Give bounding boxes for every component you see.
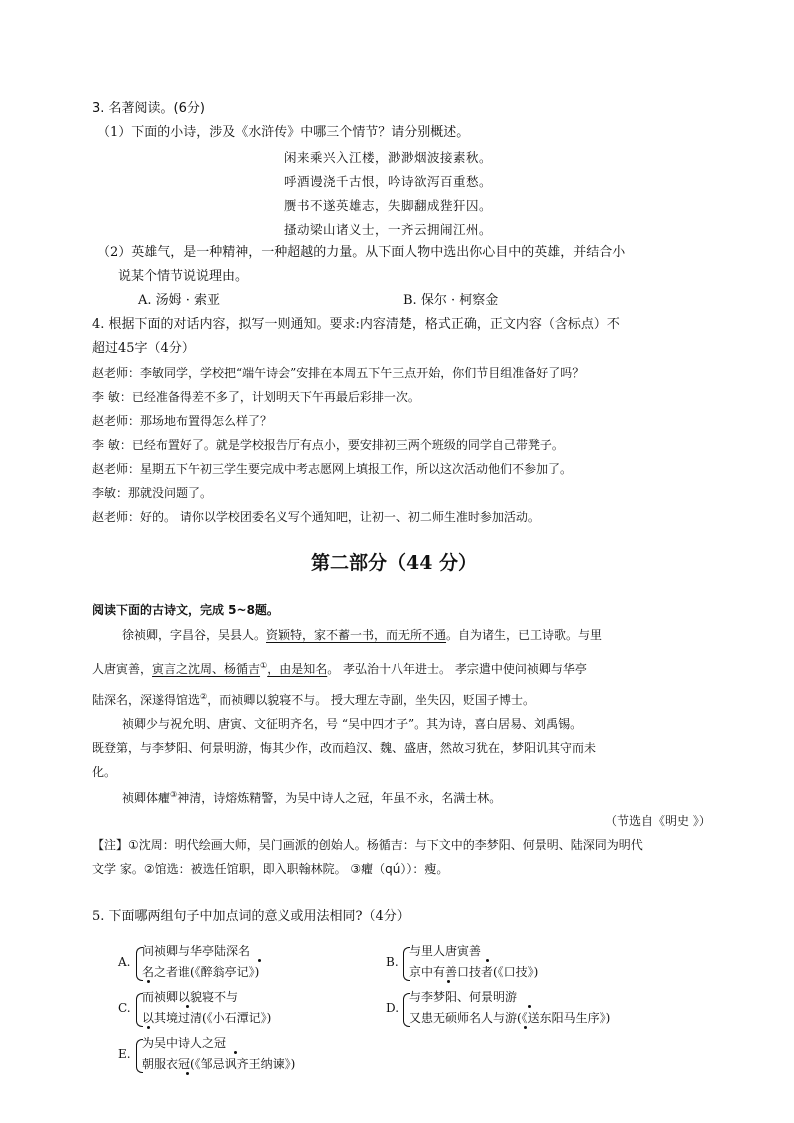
- q5-option-e-s2: 朝服衣冠(《邹忌讽齐王纳谏》): [142, 1057, 296, 1071]
- q4-line2: 超过45字（4分）: [92, 341, 195, 356]
- emphasis-dot: [186, 1072, 189, 1075]
- dialogue-line: 赵老师：星期五下午初三学生要完成中考志愿网上填报工作，所以这次活动他们不参加了。: [92, 462, 573, 476]
- q5-option-a-s2: 名之者谁(《醉翁亭记》): [142, 965, 260, 979]
- footnote-mark: ①: [260, 661, 268, 670]
- q5-option-b-label: B.: [386, 955, 399, 969]
- emphasis-dot: [447, 980, 450, 983]
- passage-source: （节选自《明史 》）: [605, 814, 711, 828]
- q5-option-c-s2: 以其境过清(《小石潭记》): [142, 1011, 272, 1025]
- emphasis-dot: [147, 980, 150, 983]
- emphasis-dot: [186, 1005, 189, 1008]
- q3-sub2-line1: （2）英雄气，是一种精神，一种超越的力量。从下面人物中选出你心目中的英雄，并结合小: [97, 245, 626, 260]
- dialogue-line: 赵老师：李敏同学，学校把“端午诗会”安排在本周五下午三点开始，你们节目组准备好了吗？: [92, 366, 585, 380]
- q5-option-e-s1: 为吴中诗人之冠: [142, 1036, 227, 1050]
- q5-option-a-s1: 问祯卿与华亭陆深名: [142, 944, 251, 958]
- poem-line: 搔动梁山诸义士，一齐云拥闹江州。: [284, 222, 493, 237]
- q3-option-b: B. 保尔 · 柯察金: [403, 293, 499, 308]
- passage-text: 祯卿体癯: [122, 791, 171, 805]
- q3-heading: 3. 名著阅读。(6分): [92, 101, 205, 116]
- q5-option-d-s2: 又患无硕师名人与游(《送东阳马生序》): [409, 1011, 611, 1025]
- emphasis-dot: [234, 1051, 237, 1054]
- underlined-sentence: 寅言之沈周、杨循吉: [152, 662, 261, 676]
- q5-option-a-label: A.: [118, 955, 131, 969]
- q4-line1: 4. 根据下面的对话内容，拟写一则通知。要求:内容清楚，格式正确，正文内容（含标点）不: [92, 317, 620, 332]
- dialogue-line: 李 敏：已经准备得差不多了，计划明天下午再最后彩排一次。: [92, 390, 420, 404]
- footnote-line: 文学 家。②馆选：被选任馆职，即入职翰林院。 ③癯（qú））：瘦。: [92, 862, 449, 876]
- passage-line: 祯卿少与祝允明、唐寅、文征明齐名，号 “吴中四才子”。其为诗，喜白居易、刘禹锡。: [122, 717, 583, 731]
- emphasis-dot: [147, 1026, 150, 1029]
- footnote-line: 【注】①沈周：明代绘画大师，吴门画派的创始人。杨循吉：与下文中的李梦阳、何景明、陆深同为明代: [92, 838, 643, 852]
- passage-text: 人唐寅善，: [92, 662, 153, 676]
- passage-line: 既登第，与李梦阳、何景明游，悔其少作，改而趋汉、魏、盛唐，然故习犹在，梦阳讥其守而未: [92, 741, 597, 755]
- footnote-mark: ②: [200, 692, 208, 701]
- poem-line: 赝书不遂英雄志，失脚翻成狴犴囚。: [284, 198, 493, 213]
- emphasis-dot: [528, 1005, 531, 1008]
- emphasis-dot: [524, 1026, 527, 1029]
- q5-question: 5. 下面哪两组句子中加点词的意义或用法相同?（4分）: [92, 909, 410, 924]
- part2-title: 第二部分（44 分）: [311, 552, 478, 574]
- passage-line: [92, 661, 587, 676]
- q3-sub1: （1）下面的小诗，涉及《水浒传》中哪三个情节？请分别概述。: [97, 125, 470, 140]
- q3-option-a: A. 汤姆 · 索亚: [138, 293, 221, 308]
- q5-option-d-s1: 与李梦阳、何景明游: [409, 990, 518, 1004]
- underlined-sentence: ，由是知名: [267, 662, 328, 676]
- dialogue-line: 李 敏：已经布置好了。就是学校报告厅有点小，要安排初三两个班级的同学自己带凳子。: [92, 438, 564, 452]
- dialogue-line: 李敏：那就没问题了。: [92, 486, 213, 500]
- q5-option-c-label: C.: [118, 1001, 131, 1015]
- passage-text: 。 孝弘治十八年进士。 孝宗遣中使问祯卿与华亭: [327, 662, 587, 676]
- passage-text: 神清，诗熔炼精警，为吴中诗人之冠，年虽不永，名满士林。: [177, 791, 502, 805]
- q5-option-b-s2: 京中有善口技者(《口技》): [409, 965, 539, 979]
- reading-intro: 阅读下面的古诗文，完成 5~8题。: [92, 603, 279, 617]
- q5-option-b-s1: 与里人唐寅善: [409, 944, 482, 958]
- passage-text: ，而祯卿以貌寝不与。 授大理左寺副，坐失囚，贬国子博士。: [207, 693, 536, 707]
- poem-line: 闲来乘兴入江楼，渺渺烟波接素秋。: [284, 150, 493, 165]
- q5-option-c-s1: 而祯卿以貌寝不与: [142, 990, 239, 1004]
- poem-line: 呼酒谩浇千古恨，吟诗欲泻百重愁。: [284, 174, 493, 189]
- passage-line: [122, 628, 602, 642]
- passage-text: 陆深名，深遂得馆选: [92, 693, 201, 707]
- passage-text: 徐祯卿，字昌谷，吴县人。: [122, 628, 267, 642]
- passage-line: 化。: [92, 765, 117, 779]
- footnote-mark: ③: [170, 790, 178, 799]
- passage-line: [92, 692, 535, 707]
- emphasis-dot: [486, 959, 489, 962]
- dialogue-line: 赵老师：那场地布置得怎么样了？: [92, 414, 273, 428]
- dialogue-line: 赵老师：好的。 请你以学校团委名义写个通知吧，让初一、初二师生准时参加活动。: [92, 510, 540, 524]
- q3-sub2-line2: 说某个情节说说理由。: [118, 269, 249, 284]
- q5-option-e-label: E.: [118, 1047, 131, 1061]
- passage-line: [122, 790, 501, 805]
- passage-text: 。自为诸生，已工诗歌。与里: [446, 628, 603, 642]
- underlined-sentence: 资颖特，家不蓄一书，而无所不通: [266, 628, 447, 642]
- emphasis-dot: [258, 959, 261, 962]
- q5-option-d-label: D.: [386, 1001, 400, 1015]
